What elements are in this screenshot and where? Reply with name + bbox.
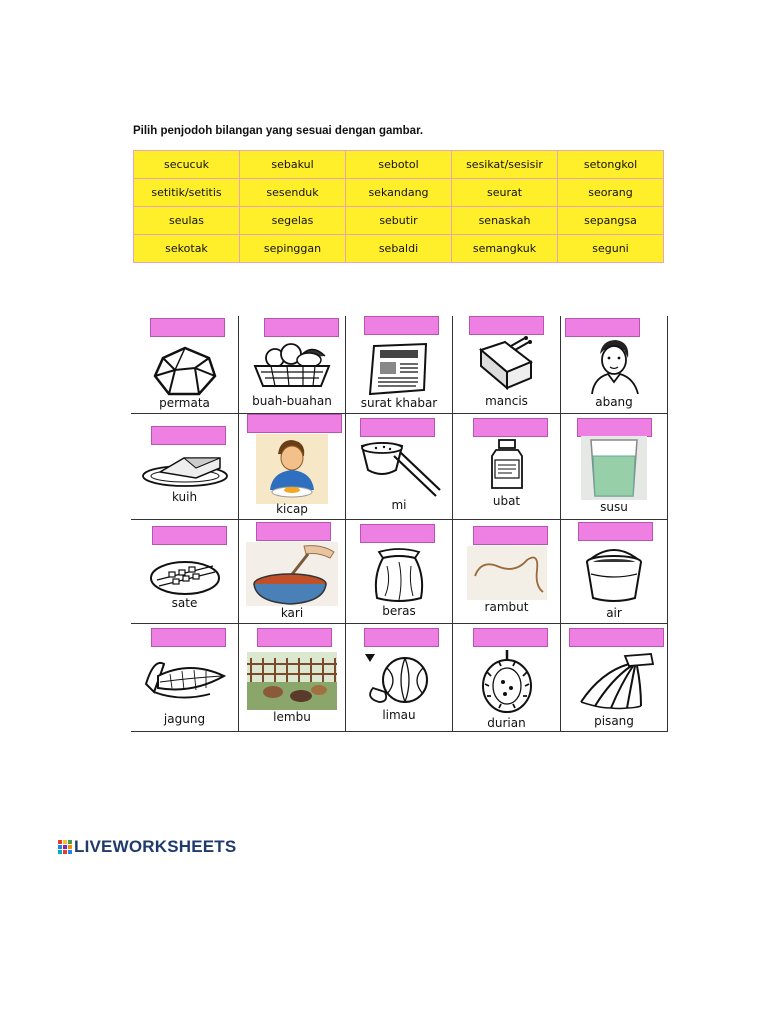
picture-cell-permata [131, 316, 238, 414]
fruit-basket-icon [251, 340, 333, 392]
newspaper-icon [364, 340, 434, 396]
picture-caption: durian [487, 716, 526, 730]
picture-caption: buah-buahan [252, 394, 332, 408]
medicine-bottle-icon [486, 438, 528, 492]
rice-sack-icon [369, 546, 429, 604]
picture-cell-susu [560, 414, 668, 520]
answer-box[interactable] [469, 316, 544, 335]
picture-caption: sate [171, 596, 198, 610]
answer-box[interactable] [257, 628, 332, 647]
answer-box[interactable] [473, 628, 548, 647]
answer-box[interactable] [151, 426, 226, 445]
picture-cell-air [560, 520, 668, 624]
answer-box[interactable] [577, 418, 652, 437]
instruction-text: Pilih penjodoh bilangan yang sesuai dengan gambar. [133, 125, 424, 137]
answer-box[interactable] [150, 318, 225, 337]
logo-text: LIVEWORKSHEETS [74, 837, 237, 856]
picture-caption: kari [280, 606, 304, 620]
word-bank-table [133, 150, 664, 263]
answer-box[interactable] [151, 628, 226, 647]
word-row [134, 179, 664, 207]
word-cell: semangkuk [452, 235, 558, 263]
child-eating-icon [256, 434, 328, 504]
answer-box[interactable] [360, 418, 435, 437]
boy-icon [584, 336, 644, 394]
picture-caption: surat khabar [360, 396, 438, 410]
picture-caption: abang [595, 395, 633, 409]
picture-cell-sate [131, 520, 238, 624]
picture-cell-lembu [238, 624, 345, 732]
picture-cell-kari [238, 520, 345, 624]
word-row [134, 151, 664, 179]
word-cell: secucuk [134, 151, 240, 179]
gem-icon [149, 344, 221, 398]
picture-caption: mi [391, 498, 407, 512]
word-cell: setitik/setitis [134, 179, 240, 207]
word-cell: seulas [134, 207, 240, 235]
picture-cell-kicap [238, 414, 345, 520]
answer-box[interactable] [264, 318, 339, 337]
answer-box[interactable] [256, 522, 331, 541]
picture-caption: ubat [492, 494, 521, 508]
picture-caption: permata [159, 396, 210, 410]
picture-caption: jagung [163, 712, 206, 726]
answer-box[interactable] [364, 316, 439, 335]
picture-cell-kuih [131, 414, 238, 520]
answer-box[interactable] [473, 526, 548, 545]
word-cell: sekotak [134, 235, 240, 263]
noodle-bowl-icon [356, 440, 442, 498]
answer-box[interactable] [569, 628, 664, 647]
word-cell: segelas [240, 207, 346, 235]
picture-caption: susu [600, 500, 628, 514]
word-cell: sebaldi [346, 235, 452, 263]
word-cell: seguni [558, 235, 664, 263]
picture-cell-abang [560, 316, 668, 414]
answer-box[interactable] [565, 318, 640, 337]
picture-caption: kuih [171, 490, 198, 504]
corn-icon [140, 654, 230, 702]
hair-strand-icon [467, 546, 547, 600]
picture-cell-limau [345, 624, 452, 732]
bucket-icon [581, 544, 647, 604]
satay-plate-icon [149, 548, 221, 596]
word-cell: setongkol [558, 151, 664, 179]
picture-cell-pisang [560, 624, 668, 732]
picture-caption: mancis [485, 394, 528, 408]
picture-cell-ubat [452, 414, 560, 520]
answer-box[interactable] [473, 418, 548, 437]
word-cell: sebotol [346, 151, 452, 179]
lime-icon [359, 650, 439, 706]
picture-cell-mancis [452, 316, 560, 414]
picture-caption: pisang [594, 714, 634, 728]
liveworksheets-logo [58, 837, 236, 857]
word-cell: sepangsa [558, 207, 664, 235]
word-cell: seurat [452, 179, 558, 207]
picture-cell-jagung [131, 624, 238, 732]
picture-grid [131, 316, 668, 732]
word-cell: sebutir [346, 207, 452, 235]
banana-icon [571, 652, 657, 710]
word-cell: sepinggan [240, 235, 346, 263]
cattle-pen-icon [247, 652, 337, 710]
picture-caption: kicap [276, 502, 308, 516]
answer-box[interactable] [364, 628, 439, 647]
picture-cell-rambut [452, 520, 560, 624]
word-cell: seorang [558, 179, 664, 207]
picture-caption: rambut [484, 600, 529, 614]
curry-pot-icon [246, 542, 338, 606]
answer-box[interactable] [152, 526, 227, 545]
picture-caption: lembu [273, 710, 311, 724]
word-row [134, 207, 664, 235]
logo-grid-icon [58, 840, 72, 854]
answer-box[interactable] [360, 524, 435, 543]
picture-caption: limau [382, 708, 416, 722]
word-cell: sebakul [240, 151, 346, 179]
matchbox-icon [471, 336, 543, 392]
word-cell: sekandang [346, 179, 452, 207]
durian-icon [477, 650, 537, 714]
cake-plate-icon [140, 450, 230, 488]
picture-caption: air [606, 606, 622, 620]
word-cell: sesenduk [240, 179, 346, 207]
picture-caption: beras [382, 604, 416, 618]
picture-cell-beras [345, 520, 452, 624]
picture-cell-mi [345, 414, 452, 520]
picture-cell-buah-buahan [238, 316, 345, 414]
word-cell: senaskah [452, 207, 558, 235]
picture-cell-surat-khabar [345, 316, 452, 414]
word-cell: sesikat/sesisir [452, 151, 558, 179]
picture-cell-durian [452, 624, 560, 732]
answer-box[interactable] [578, 522, 653, 541]
glass-icon [581, 436, 647, 500]
answer-box[interactable] [247, 414, 342, 433]
word-row [134, 235, 664, 263]
